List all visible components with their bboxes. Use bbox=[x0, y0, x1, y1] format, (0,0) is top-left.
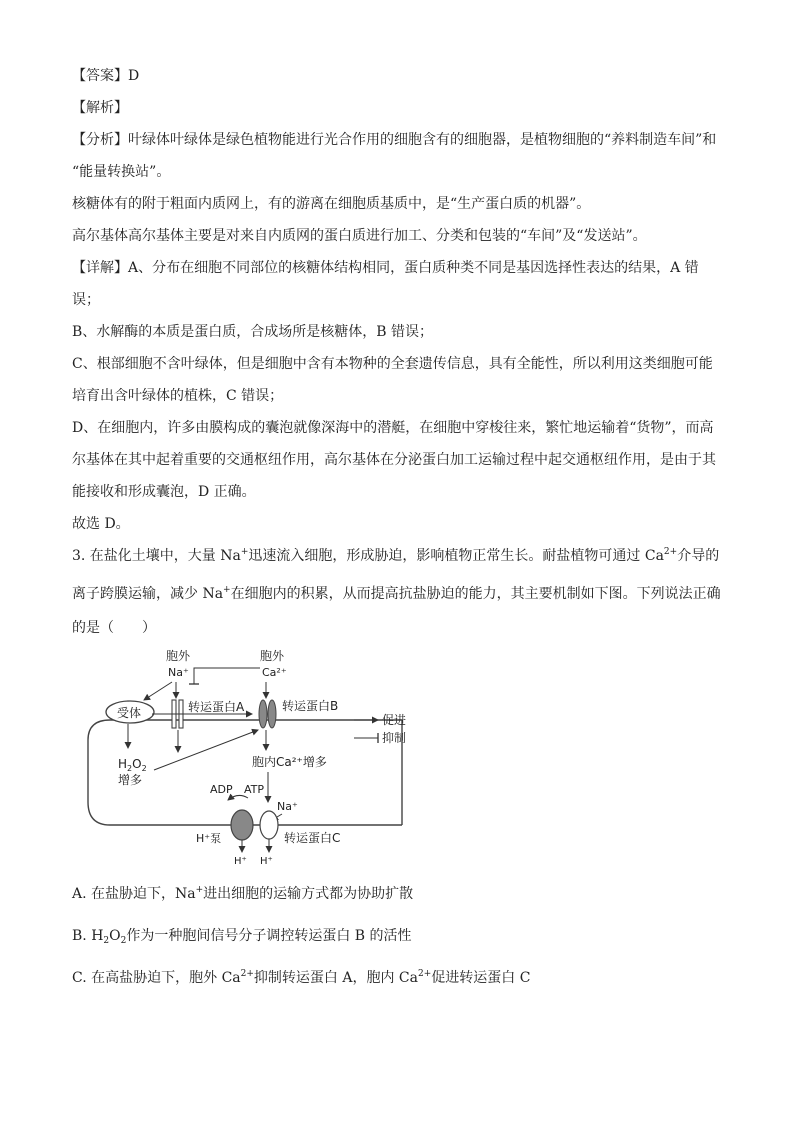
h2o2-label: $H_2O_2$ bbox=[118, 757, 147, 773]
transport-mechanism-diagram bbox=[72, 642, 422, 867]
inhibit-line bbox=[194, 668, 260, 684]
receptor-label: 受体 bbox=[117, 706, 142, 720]
answer-line: 【答案】D bbox=[72, 68, 140, 84]
transporter-a-label: 转运蛋白A bbox=[188, 700, 245, 714]
analysis-line: 核糖体有的附于粗面内质网上，有的游离在细胞质基质中，是“生产蛋白质的机器”。 bbox=[72, 196, 591, 212]
option-c: C. 在高盐胁迫下，胞外 $Ca^{2+}$抑制转运蛋白 A，胞内 $Ca^{2+}$促进转运蛋白 C bbox=[72, 969, 531, 986]
option-a: A. 在盐胁迫下，Na+进出细胞的运输方式都为协助扩散 bbox=[72, 885, 414, 902]
na-in-label: Na⁺ bbox=[277, 800, 298, 813]
analysis-line: 高尔基体高尔基体主要是对来自内质网的蛋白质进行加工、分类和包装的“车间”及“发送站”。 bbox=[72, 228, 647, 244]
transporter-c-shape bbox=[260, 811, 278, 839]
analysis-line: 培育出含叶绿体的植株，C 错误； bbox=[72, 388, 284, 404]
outside-na-label: 胞外 bbox=[166, 649, 191, 663]
analysis-line: “能量转换站”。 bbox=[72, 164, 171, 180]
question-line: 3. 在盐化土壤中，大量 Na+迅速流入细胞，形成胁迫，影响植物正常生长。耐盐植物可通过 $Ca^{2+}$介导的 bbox=[72, 547, 720, 564]
transporter-c-label: 转运蛋白C bbox=[284, 831, 341, 845]
analysis-line: 故选 D。 bbox=[72, 516, 130, 532]
arrow bbox=[228, 795, 248, 800]
h-pump-shape bbox=[231, 810, 253, 840]
atp-label: ATP bbox=[244, 783, 265, 796]
legend-inhibit-label: 抑制 bbox=[382, 731, 407, 745]
analysis-line: 【分析】叶绿体叶绿体是绿色植物能进行光合作用的细胞含有的细胞器，是植物细胞的“养料制造车间”和 bbox=[72, 132, 717, 148]
transporter-b-shape bbox=[259, 700, 267, 728]
transporter-b-label: 转运蛋白B bbox=[282, 699, 339, 713]
transporter-b-shape bbox=[268, 700, 276, 728]
analysis-line: 【详解】A、分布在细胞不同部位的核糖体结构相同，蛋白质种类不同是基因选择性表达的结果，A 错 bbox=[72, 260, 699, 276]
inside-ca-label: 胞内Ca²⁺增多 bbox=[252, 755, 327, 769]
analysis-line: 尔基体在其中起着重要的交通枢纽作用，高尔基体在分泌蛋白加工运输过程中起交通枢纽作用，是由于其 bbox=[72, 452, 716, 468]
h-out-label: H⁺ bbox=[260, 856, 273, 867]
legend-promote-label: 促进 bbox=[382, 713, 407, 727]
h-pump-label: H⁺泵 bbox=[196, 832, 222, 845]
arrow bbox=[154, 730, 258, 770]
analysis-line: C、根部细胞不含叶绿体，但是细胞中含有本物种的全套遗传信息，具有全能性，所以利用这类细胞可能 bbox=[72, 356, 713, 372]
analysis-line: D、在细胞内，许多由膜构成的囊泡就像深海中的潜艇，在细胞中穿梭往来，繁忙地运输着“货物”，而高 bbox=[72, 420, 714, 436]
outside-ca-label: 胞外 bbox=[260, 649, 285, 663]
question-line: 离子跨膜运输，减少 Na+在细胞内的积累，从而提高抗盐胁迫的能力，其主要机制如下图。下列说法正确 bbox=[72, 585, 721, 602]
arrow bbox=[144, 682, 172, 700]
na-label: Na⁺ bbox=[168, 666, 189, 679]
h-out-label: H⁺ bbox=[234, 856, 247, 867]
analysis-line: 能接收和形成囊泡，D 正确。 bbox=[72, 484, 256, 500]
increase-label: 增多 bbox=[118, 773, 143, 787]
ca-label: Ca²⁺ bbox=[262, 666, 287, 679]
analysis-line: 误； bbox=[72, 292, 100, 308]
adp-label: ADP bbox=[210, 783, 233, 796]
analysis-heading: 【解析】 bbox=[72, 100, 128, 116]
question-line: 的是（ ） bbox=[72, 620, 156, 636]
analysis-line: B、水解酶的本质是蛋白质，合成场所是核糖体，B 错误； bbox=[72, 324, 434, 340]
option-b: B. $H_2O_2$作为一种胞间信号分子调控转运蛋白 B 的活性 bbox=[72, 928, 412, 946]
